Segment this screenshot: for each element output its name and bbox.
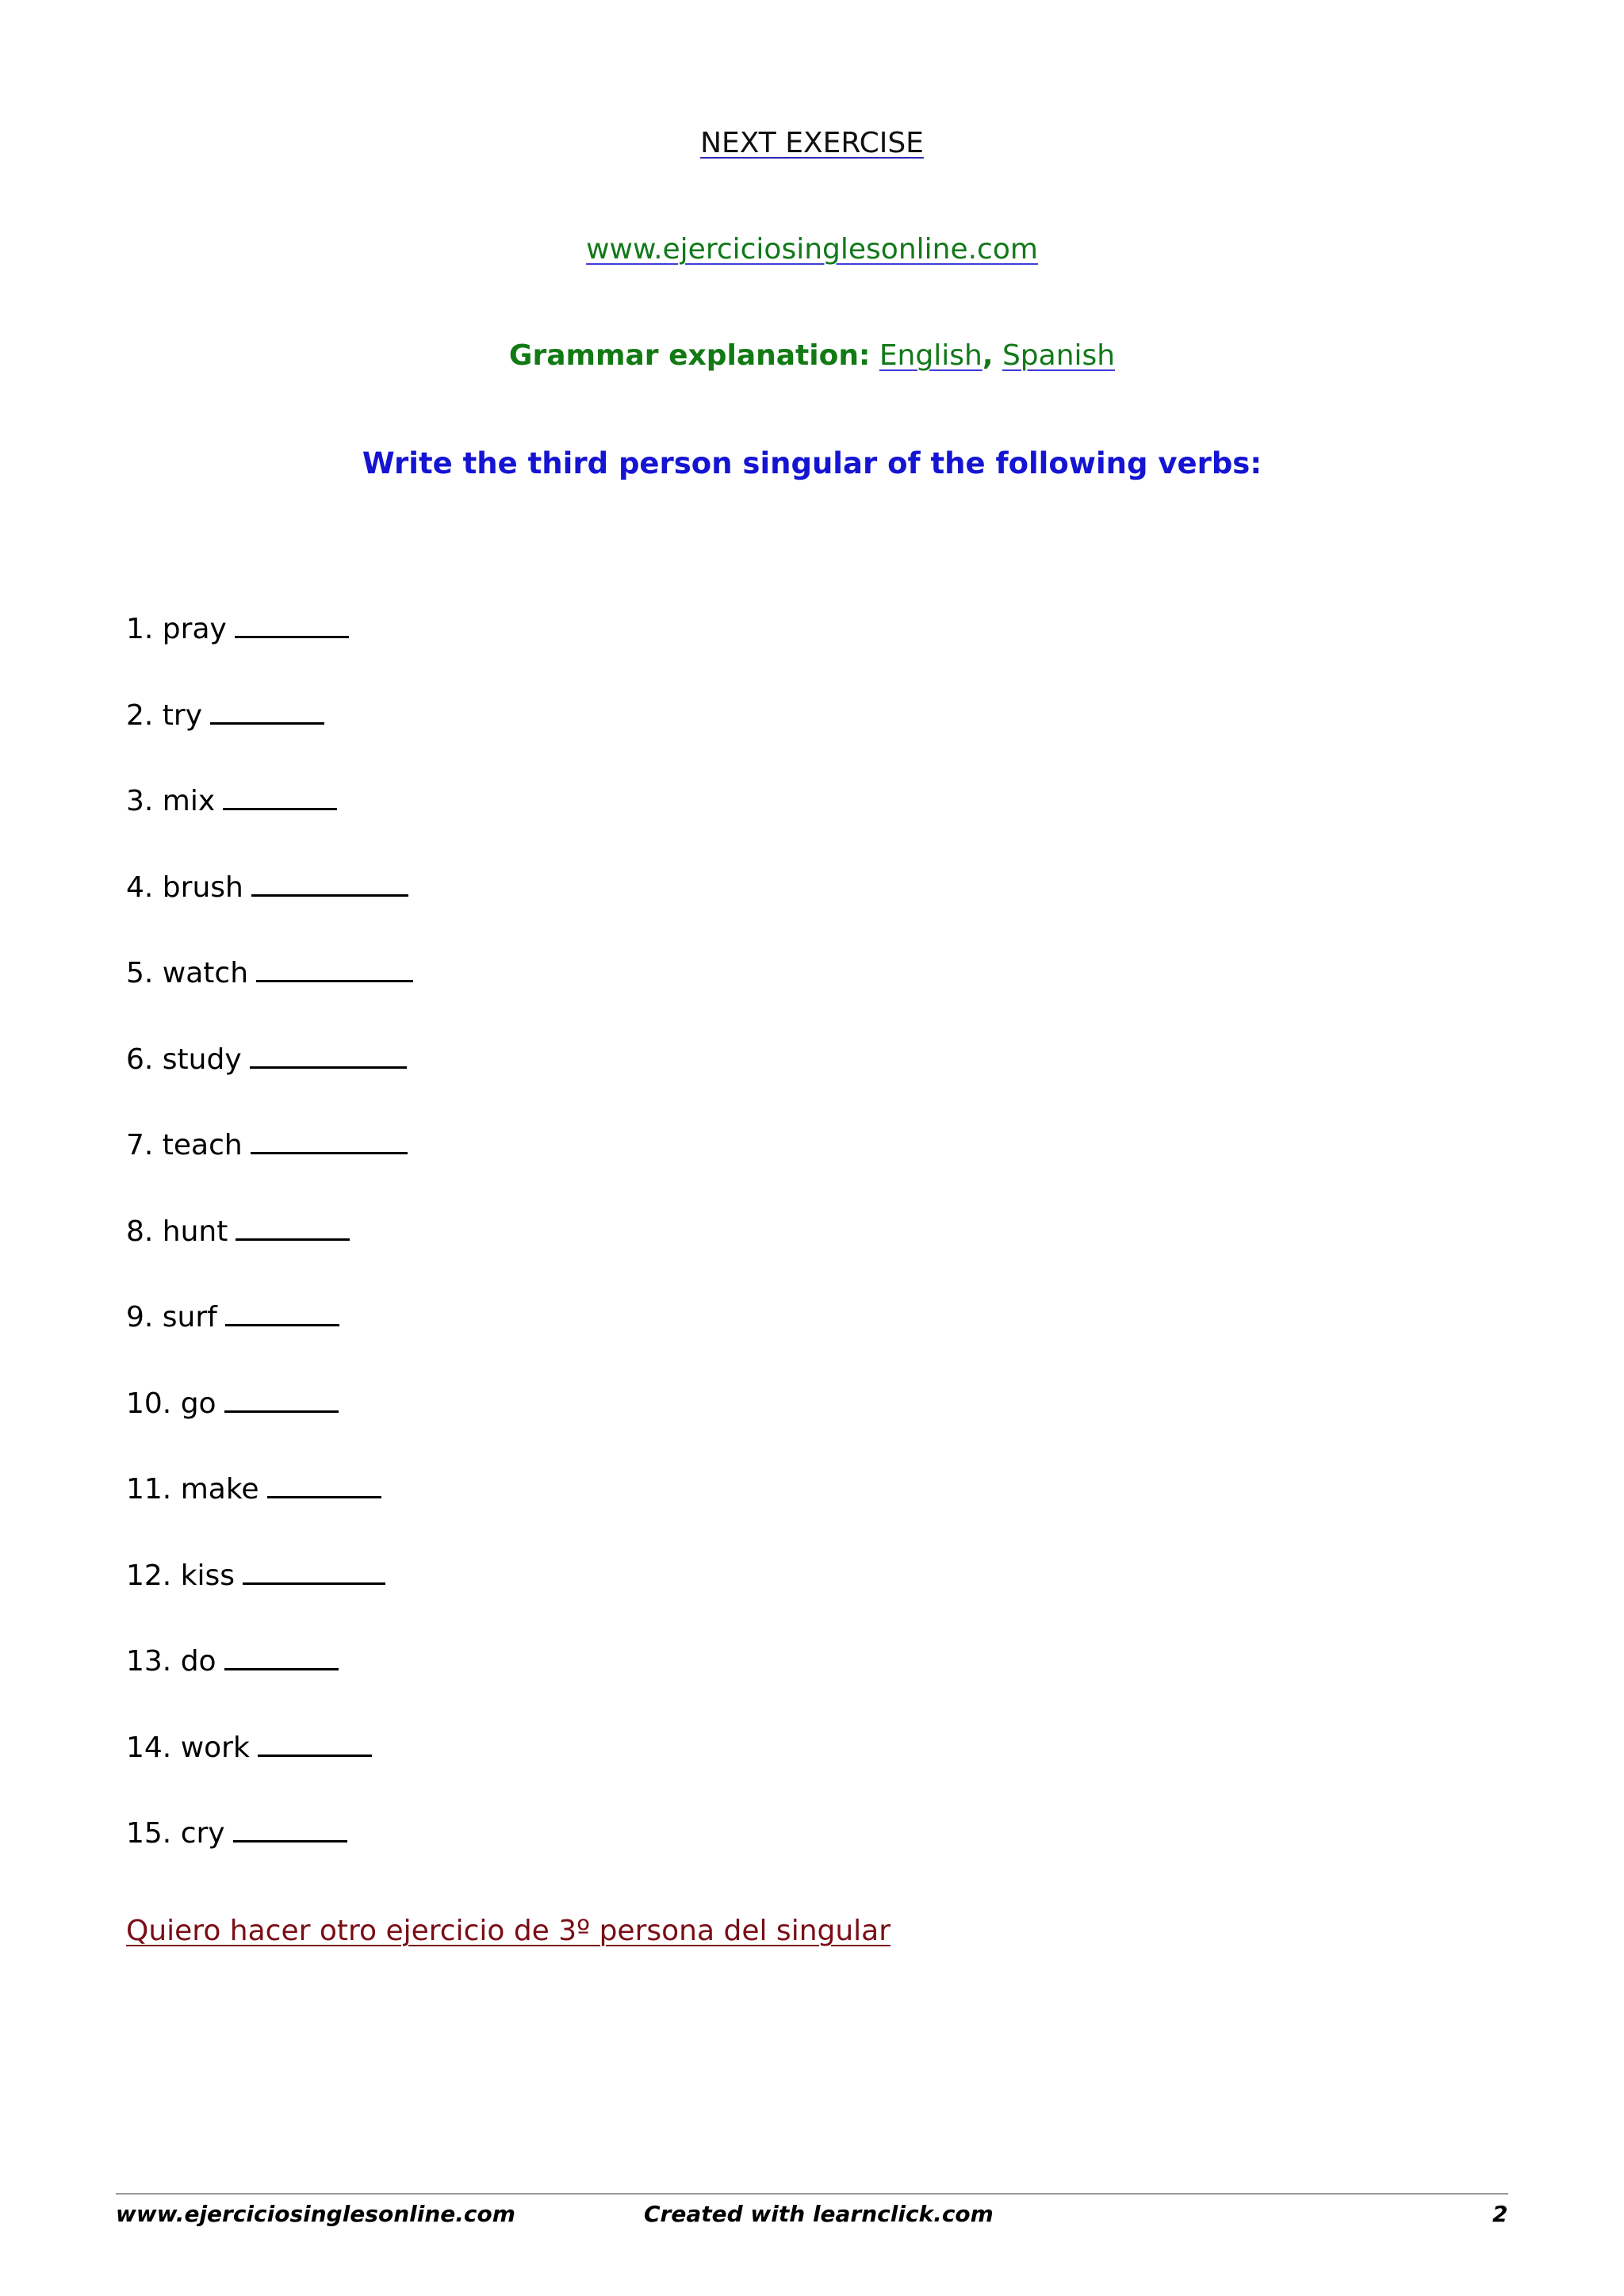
answer-blank[interactable] — [267, 1464, 381, 1498]
footer-created: Created with learnclick.com — [644, 2201, 994, 2227]
exercise-item-label: 13. do — [126, 1645, 216, 1678]
exercise-item — [126, 1723, 413, 1809]
footer-divider — [116, 2193, 1508, 2195]
grammar-english-link[interactable]: English — [879, 339, 982, 372]
answer-blank[interactable] — [251, 1120, 408, 1154]
exercise-item — [126, 1207, 413, 1293]
exercise-item-label: 8. hunt — [126, 1215, 228, 1248]
exercise-item-label: 10. go — [126, 1387, 216, 1420]
grammar-separator: , — [982, 339, 994, 372]
answer-blank[interactable] — [250, 1035, 407, 1069]
more-exercises-link[interactable]: Quiero hacer otro ejercicio de 3º persona del singular — [126, 1915, 891, 1947]
footer-site: www.ejerciciosinglesonline.com — [116, 2201, 515, 2227]
exercise-item — [126, 1379, 413, 1465]
exercise-item — [126, 691, 413, 777]
exercise-item — [126, 604, 413, 691]
answer-blank[interactable] — [225, 1292, 339, 1326]
answer-blank[interactable] — [235, 604, 349, 638]
exercise-item-label: 5. watch — [126, 957, 249, 989]
exercise-item-label: 9. surf — [126, 1301, 217, 1334]
answer-blank[interactable] — [258, 1723, 372, 1757]
answer-blank[interactable] — [210, 691, 324, 725]
exercise-item — [126, 1035, 413, 1121]
answer-blank[interactable] — [256, 948, 413, 982]
footer-page-number: 2 — [1492, 2201, 1508, 2227]
exercise-item — [126, 776, 413, 863]
grammar-spanish-link[interactable]: Spanish — [1002, 339, 1116, 372]
answer-blank[interactable] — [243, 1551, 385, 1585]
exercise-item-label: 3. mix — [126, 785, 216, 817]
exercise-item-label: 14. work — [126, 1731, 250, 1764]
exercise-item — [126, 1551, 413, 1637]
exercise-item — [126, 1808, 413, 1895]
next-exercise-link[interactable]: NEXT EXERCISE — [700, 127, 924, 159]
exercise-item-label: 1. pray — [126, 613, 227, 645]
site-link[interactable]: www.ejerciciosinglesonline.com — [586, 233, 1038, 266]
exercise-item — [126, 948, 413, 1035]
exercise-item-label: 4. brush — [126, 871, 243, 904]
exercise-item-label: 15. cry — [126, 1817, 225, 1850]
exercise-item — [126, 863, 413, 949]
exercise-item — [126, 1292, 413, 1379]
exercise-item-label: 11. make — [126, 1473, 259, 1506]
exercise-item — [126, 1464, 413, 1551]
verb-list — [126, 604, 413, 1895]
exercise-item — [126, 1636, 413, 1723]
grammar-label: Grammar explanation: — [508, 339, 871, 372]
exercise-item — [126, 1120, 413, 1207]
exercise-item-label: 6. study — [126, 1043, 242, 1076]
answer-blank[interactable] — [224, 1636, 339, 1670]
answer-blank[interactable] — [233, 1808, 347, 1843]
answer-blank[interactable] — [236, 1207, 350, 1241]
answer-blank[interactable] — [224, 1379, 339, 1413]
answer-blank[interactable] — [223, 776, 337, 810]
exercise-item-label: 7. teach — [126, 1129, 243, 1161]
exercise-item-label: 2. try — [126, 698, 203, 732]
answer-blank[interactable] — [251, 863, 408, 897]
grammar-explanation — [0, 339, 1624, 372]
exercise-instruction: Write the third person singular of the following verbs: — [362, 446, 1262, 480]
exercise-item-label: 12. kiss — [126, 1559, 236, 1592]
